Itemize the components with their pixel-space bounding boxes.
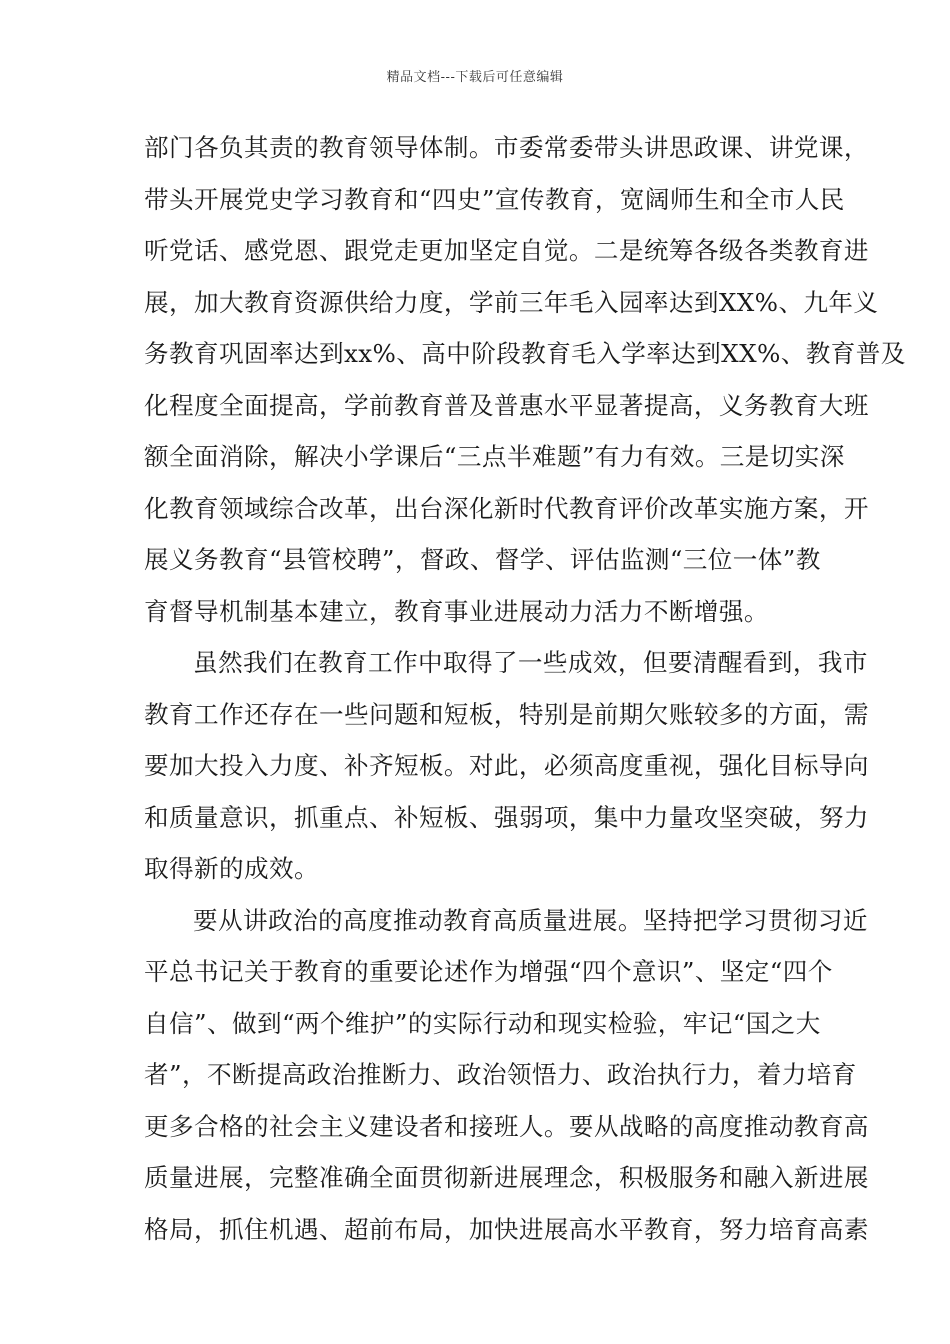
text-line: 质量进展，完整准确全面贯彻新进展理念，积极服务和融入新进展: [144, 1163, 869, 1192]
text-line: 要加大投入力度、补齐短板。对此，必须高度重视，强化目标导向: [144, 751, 869, 780]
text-line: 化教育领域综合改革，出台深化新时代教育评价改革实施方案，开: [144, 493, 869, 523]
document-body: [144, 122, 906, 1255]
text-line: 听党话、感党恩、跟党走更加坚定自觉。二是统筹各级各类教育进: [144, 236, 869, 265]
text-line: 要从讲政治的高度推动教育高质量进展。坚持把学习贯彻习近: [193, 905, 868, 935]
paragraph-2: [144, 637, 869, 895]
paragraph-1: [144, 122, 906, 637]
text-line: 和质量意识，抓重点、补短板、强弱项，集中力量攻坚突破，努力: [144, 802, 869, 832]
text-line: 务教育巩固率达到xx%、高中阶段教育毛入学率达到XX%、教育普及: [144, 339, 906, 368]
text-line: 部门各负其责的教育领导体制。市委常委带头讲思政课、讲党课，: [144, 133, 869, 162]
text-line: 平总书记关于教育的重要论述作为增强“四个意识”、坚定“四个: [144, 957, 833, 986]
text-line: 化程度全面提高，学前教育普及普惠水平显著提高，义务教育大班: [144, 390, 869, 420]
text-line: 者”，不断提高政治推断力、政治领悟力、政治执行力，着力培育: [144, 1060, 857, 1089]
text-line: 展，加大教育资源供给力度，学前三年毛入园率达到XX%、九年义: [144, 287, 879, 317]
text-line: 带头开展党史学习教育和“四史”宣传教育，宽阔师生和全市人民: [144, 184, 845, 214]
text-line: 展义务教育“县管校聘”，督政、督学、评估监测“三位一体”教: [144, 545, 821, 574]
text-line: 更多合格的社会主义建设者和接班人。要从战略的高度推动教育高: [144, 1111, 869, 1141]
paragraph-3: [144, 895, 869, 1256]
page-header: 精品文档---下载后可任意编辑: [386, 70, 564, 85]
text-line: 虽然我们在教育工作中取得了一些成效，但要清醒看到，我市: [193, 648, 868, 677]
text-line: 自信”、做到“两个维护”的实际行动和现实检验，牢记“国之大: [144, 1008, 821, 1038]
text-line: 取得新的成效。: [144, 854, 319, 883]
text-line: 格局，抓住机遇、超前布局，加快进展高水平教育，努力培育高素: [144, 1214, 869, 1244]
text-line: 教育工作还存在一些问题和短板，特别是前期欠账较多的方面，需: [144, 699, 869, 729]
text-line: 育督导机制基本建立，教育事业进展动力活力不断增强。: [144, 596, 769, 626]
text-line: 额全面消除，解决小学课后“三点半难题”有力有效。三是切实深: [144, 442, 845, 471]
